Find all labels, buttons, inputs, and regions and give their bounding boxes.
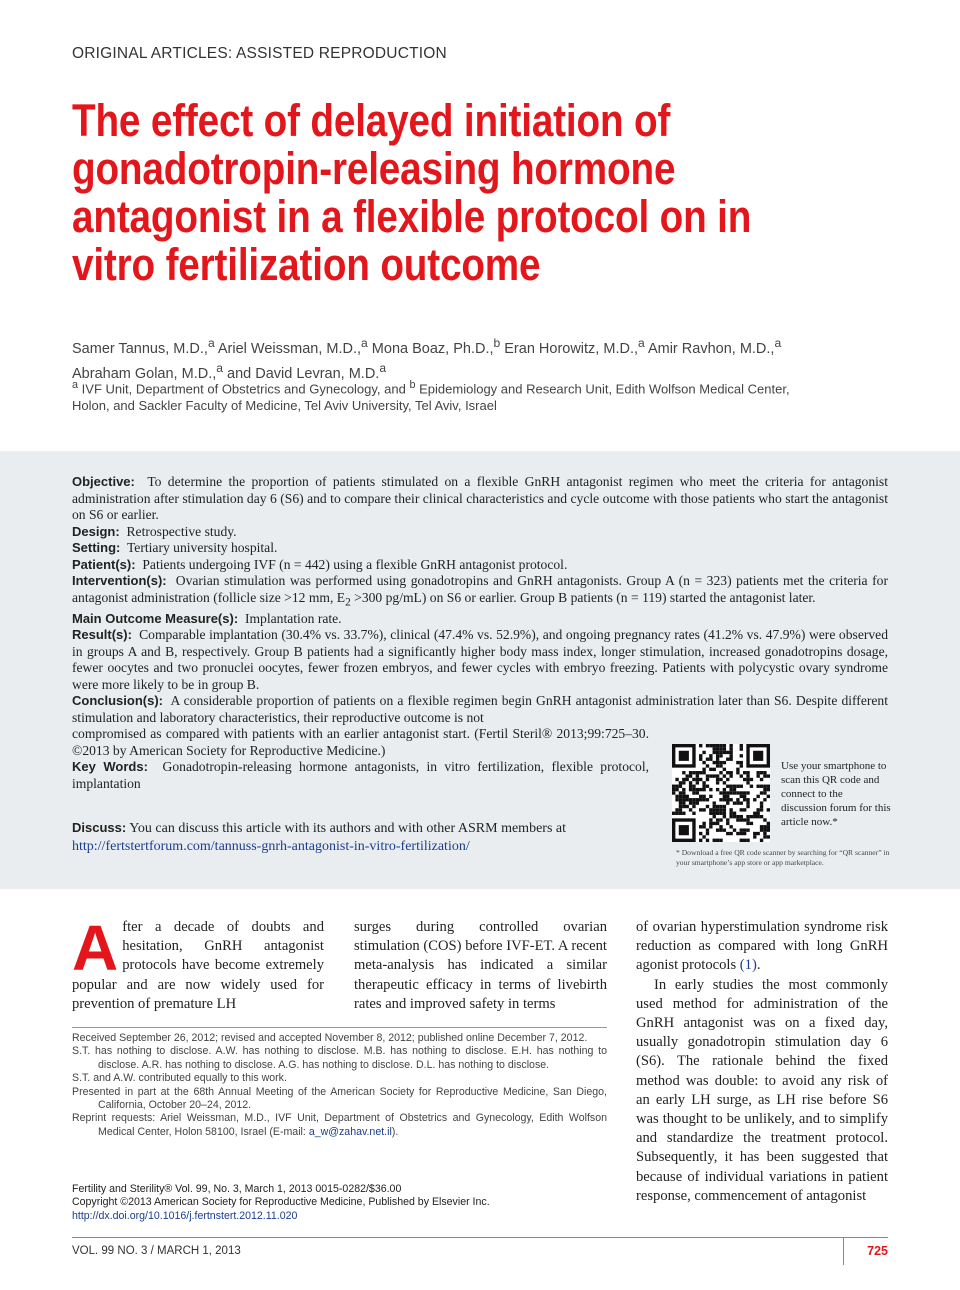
author-affil-marker: a bbox=[379, 360, 387, 375]
author: Eran Horowitz, M.D., bbox=[504, 340, 638, 357]
text: Gonadotropin-releasing hormone antagonists, in vitro fertilization, flexible protocol, implantation bbox=[72, 759, 649, 791]
label: Conclusion(s): bbox=[72, 693, 163, 709]
text: of ovarian hyperstimulation syndrome risk reduction as compared with long GnRH agonist protocols bbox=[636, 919, 888, 974]
abstract-keywords bbox=[72, 759, 649, 792]
text: . bbox=[756, 957, 761, 974]
note-reprint bbox=[72, 1112, 607, 1139]
page-number: 725 bbox=[867, 1244, 888, 1258]
note: S.T. has nothing to disclose. A.W. has nothing to disclose. M.B. has nothing to disclose. E.H. has nothing to disclose. A.R. has nothing to disclose. A.G. has nothing to disclose. D.L. has nothing to disclose. bbox=[72, 1045, 607, 1071]
note: S.T. and A.W. contributed equally to this work. bbox=[72, 1072, 287, 1085]
author: Abraham Golan, M.D., bbox=[72, 365, 217, 382]
doi-link[interactable]: http://dx.doi.org/10.1016/j.fertnstert.2012.11.020 bbox=[72, 1209, 298, 1222]
text: ). bbox=[391, 1125, 399, 1138]
author: Mona Boaz, Ph.D., bbox=[371, 340, 494, 357]
text: Comparable implantation (30.4% vs. 33.7%), clinical (47.4% vs. 52.9%), and ongoing pregnancy rates (41.2% vs. 47.9%) were observed in groups A and B, respectively. Group B patients had a significantly higher body mass index, longer stimulation, increased gonadotropins dosage, fewer oocytes and two pronuclei oocytes, fewer frozen embryos, and fewer cycles with embryo freezing. Patients with polycystic ovary syndrome were more likely to be in group B. bbox=[72, 627, 889, 692]
affil-marker-b: b bbox=[409, 379, 416, 391]
author-affil-marker: a bbox=[638, 336, 645, 350]
paragraph: fter a decade of doubts and hesitation, GnRH antagonist protocols have become extremely popular and are now widely used for prevention of premature LH bbox=[72, 919, 324, 1012]
abstract-patients bbox=[72, 557, 888, 574]
qr-footnote: * Download a free QR code scanner by searching for “QR scanner” in your smartphone’s app store or app marketplace. bbox=[676, 848, 890, 867]
author-affil-marker: a bbox=[774, 336, 782, 350]
paragraph: In early studies the most commonly used method for administration of the GnRH antagonist was on a fixed day, usually gonadotropin stimulation day 6 (S6). The rationale behind the fixed method was double: to avoid any risk of an early LH surge, as LH rise before S6 was thought to be unlikely, and to simplify and standardize the treatment protocol. Subsequently, it has been suggested that because of individual variations in patient response, commencement of antagonist bbox=[636, 976, 888, 1204]
label: Main Outcome Measure(s): bbox=[72, 610, 239, 626]
text: Implantation rate. bbox=[244, 610, 342, 626]
footnote-divider bbox=[72, 1027, 607, 1028]
article-title: The effect of delayed initiation of gonadotropin-releasing hormone antagonist in a flexible protocol on in vitro fertilization outcome bbox=[72, 95, 752, 290]
abstract-intervention bbox=[72, 573, 888, 611]
affil-marker-a: a bbox=[72, 379, 79, 391]
footer-divider bbox=[72, 1237, 888, 1238]
discuss-link[interactable]: http://fertstertforum.com/tannuss-gnrh-antagonist-in-vitro-fertilization/ bbox=[72, 838, 470, 854]
affil-text: Holon, and Sackler Faculty of Medicine, Tel Aviv University, Tel Aviv, Israel bbox=[72, 398, 497, 414]
label: Intervention(s): bbox=[72, 573, 167, 588]
qr-code-icon[interactable] bbox=[672, 744, 770, 842]
label: Setting: bbox=[72, 540, 121, 555]
section-label: ORIGINAL ARTICLES: ASSISTED REPRODUCTION bbox=[72, 45, 447, 62]
footer-tick bbox=[843, 1237, 844, 1265]
label: Result(s): bbox=[72, 627, 132, 643]
affiliations bbox=[72, 377, 902, 414]
body-column-2 bbox=[354, 918, 607, 1014]
text: >300 pg/mL) on S6 or earlier. Group B patients (n = 119) started the antagonist later. bbox=[350, 589, 816, 605]
text: You can discuss this article with its authors and with other ASRM members at bbox=[129, 821, 567, 836]
copyright: Copyright ©2013 American Society for Reproductive Medicine, Published by Elsevier Inc. bbox=[72, 1196, 490, 1209]
author-affil-marker: b bbox=[493, 336, 501, 350]
author: Samer Tannus, M.D., bbox=[72, 340, 208, 357]
abstract-results bbox=[72, 627, 888, 693]
author-affil-marker: a bbox=[361, 336, 368, 350]
drop-cap: A bbox=[72, 912, 119, 984]
paragraph bbox=[636, 918, 888, 976]
abstract-setting bbox=[72, 540, 888, 557]
label: Discuss: bbox=[72, 820, 127, 835]
label: Design: bbox=[72, 523, 120, 539]
author: Ariel Weissman, M.D., bbox=[217, 340, 362, 357]
abstract-outcome bbox=[72, 611, 888, 628]
journal-citation: Fertility and Sterility® Vol. 99, No. 3, March 1, 2013 0015-0282/$36.00 bbox=[72, 1183, 402, 1195]
affil-text: Epidemiology and Research Unit, Edith Wolfson Medical Center, bbox=[419, 381, 790, 397]
note: Presented in part at the 68th Annual Meeting of the American Society for Reproductive Medicine, San Diego, California, October 20–24, 2012. bbox=[72, 1085, 607, 1112]
paragraph: surges during controlled ovarian stimulation (COS) before IVF-ET. A recent meta-analysis has indicated a similar therapeutic efficacy in terms of livebirth rates and improved safety in terms bbox=[354, 919, 607, 1012]
note: Received September 26, 2012; revised and accepted November 8, 2012; published online December 7, 2012. bbox=[72, 1032, 588, 1044]
abstract-conclusion bbox=[72, 693, 888, 726]
abstract-conclusion-cont: compromised as compared with patients with an earlier antagonist start. (Fertil Steril® 2013;99:725–30. ©2013 by American Society for Reproductive Medicine.) bbox=[72, 726, 649, 758]
author: Amir Ravhon, M.D., bbox=[647, 340, 775, 357]
label: Key Words: bbox=[72, 759, 148, 775]
text: Retrospective study. bbox=[126, 523, 237, 539]
label: Patient(s): bbox=[72, 556, 136, 572]
footer-issue: VOL. 99 NO. 3 / MARCH 1, 2013 bbox=[72, 1245, 241, 1257]
citation-link[interactable]: (1) bbox=[739, 957, 757, 974]
subscript: 2 bbox=[345, 596, 351, 609]
text: Ovarian stimulation was performed using gonadotropins and GnRH antagonists. Group A (n = 323) patients met the criteria for antagonist administration (follicle size >12 mm, E bbox=[72, 573, 889, 605]
qr-instructions: Use your smartphone to scan this QR code and connect to the discussion forum for this article now.* bbox=[781, 760, 891, 828]
journal-info bbox=[72, 1183, 607, 1223]
author: and David Levran, M.D. bbox=[227, 365, 380, 382]
body-column-3 bbox=[636, 918, 888, 1206]
abstract-design bbox=[72, 524, 888, 541]
article-notes bbox=[72, 1032, 607, 1139]
abstract-objective bbox=[72, 474, 888, 524]
body-column-1 bbox=[72, 912, 324, 1014]
text: A considerable proportion of patients on a flexible regimen begin GnRH antagonist administration later than S6. Despite different stimulation and laboratory characteristics, their reproductive outcome is not bbox=[72, 693, 889, 725]
author-affil-marker: a bbox=[216, 360, 223, 375]
author-affil-marker: a bbox=[207, 336, 215, 350]
label: Objective: bbox=[72, 474, 135, 489]
text: To determine the proportion of patients stimulated on a flexible GnRH antagonist regimen who meet the criteria for antagonist administration after stimulation day 6 (S6) and to compare their clinical characteristics and cycle outcome with those patients who start the antagonist on S6 or earlier. bbox=[72, 474, 888, 522]
text: Tertiary university hospital. bbox=[126, 540, 278, 555]
email-link[interactable]: a_w@zahav.net.il bbox=[308, 1125, 392, 1138]
affil-text: IVF Unit, Department of Obstetrics and Gynecology, and bbox=[81, 381, 406, 397]
discuss-box bbox=[72, 819, 662, 855]
text: Reprint requests: Ariel Weissman, M.D., IVF Unit, Department of Obstetrics and Gynecology, Edith Wolfson Medical Center, Holon 58100, Israel (E-mail: bbox=[72, 1112, 607, 1138]
text: Patients undergoing IVF (n = 442) using a flexible GnRH antagonist protocol. bbox=[142, 556, 568, 572]
